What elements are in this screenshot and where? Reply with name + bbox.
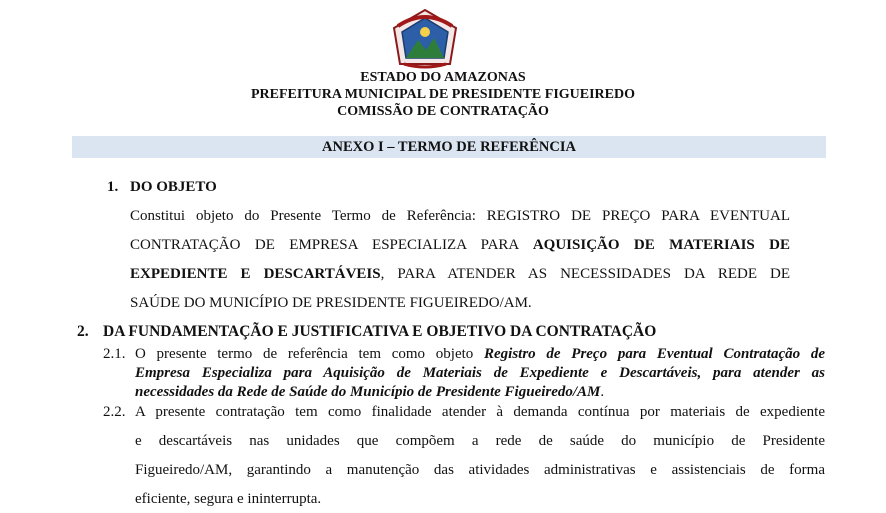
municipal-coat-of-arms-logo	[390, 8, 460, 70]
item-2-2-line3	[135, 461, 825, 479]
item-2-1-line3	[135, 383, 604, 401]
item-2-2-line1-text: A presente contratação tem como finalidade atender à demanda contínua por materiais de expediente	[135, 404, 825, 420]
section1-line2-text: CONTRATAÇÃO DE EMPRESA ESPECIALIZA PARA	[130, 237, 533, 253]
section1-title: DO OBJETO	[130, 179, 217, 195]
section1-line2-bold: AQUISIÇÃO DE MATERIAIS DE	[532, 237, 790, 253]
item-2-2-number: 2.2.	[103, 404, 126, 420]
item-2-1-line1	[135, 345, 825, 363]
item-2-1-number: 2.1.	[103, 346, 126, 362]
item-2-1-line3-italic: necessidades da Rede de Saúde do Município de Presidente Figueiredo/AM	[135, 384, 601, 400]
item-2-2-line2	[135, 432, 825, 450]
section1-line1	[130, 207, 790, 225]
item-2-1-line1-italic: Registro de Preço para Eventual Contratação de	[484, 346, 825, 362]
item-2-2-line2-text: e descartáveis nas unidades que compõem a rede de saúde do município de Presidente	[135, 433, 825, 449]
item-2-2-line4: eficiente, segura e ininterrupta.	[135, 491, 322, 507]
item-2-2-line1	[135, 403, 825, 421]
section1-line4: SAÚDE DO MUNICÍPIO DE PRESIDENTE FIGUEIREDO/AM.	[130, 295, 532, 311]
section1-line3	[130, 265, 790, 283]
section2-title: DA FUNDAMENTAÇÃO E JUSTIFICATIVA E OBJETIVO DA CONTRATAÇÃO	[103, 323, 657, 340]
section1-line3-text: , PARA ATENDER AS NECESSIDADES DA REDE DE	[380, 266, 791, 282]
annex-title: ANEXO I – TERMO DE REFERÊNCIA	[322, 139, 576, 155]
item-2-1-line2	[135, 364, 825, 382]
section1-line2	[130, 236, 790, 254]
section1-number: 1.	[107, 179, 119, 195]
section1-line3-bold: EXPEDIENTE E DESCARTÁVEIS	[130, 266, 381, 282]
item-2-1-line3-end: .	[600, 384, 605, 400]
item-2-2-line3-text: Figueiredo/AM, garantindo a manutenção das atividades administrativas e assistenciais de forma	[135, 462, 825, 478]
section2-number: 2.	[77, 323, 89, 340]
header-prefecture: PREFEITURA MUNICIPAL DE PRESIDENTE FIGUEIREDO	[250, 87, 635, 102]
header-state: ESTADO DO AMAZONAS	[360, 70, 526, 85]
header-commission: COMISSÃO DE CONTRATAÇÃO	[337, 104, 549, 119]
section1-line1-text: Constitui objeto do Presente Termo de Referência: REGISTRO DE PREÇO PARA EVENTUAL	[130, 208, 790, 224]
item-2-1-line1-text: O presente termo de referência tem como objeto	[135, 346, 484, 362]
item-2-1-line2-text: Empresa Especializa para Aquisição de Materiais de Expediente e Descartáveis, para atender as	[135, 365, 825, 381]
annex-title-band	[72, 136, 826, 158]
